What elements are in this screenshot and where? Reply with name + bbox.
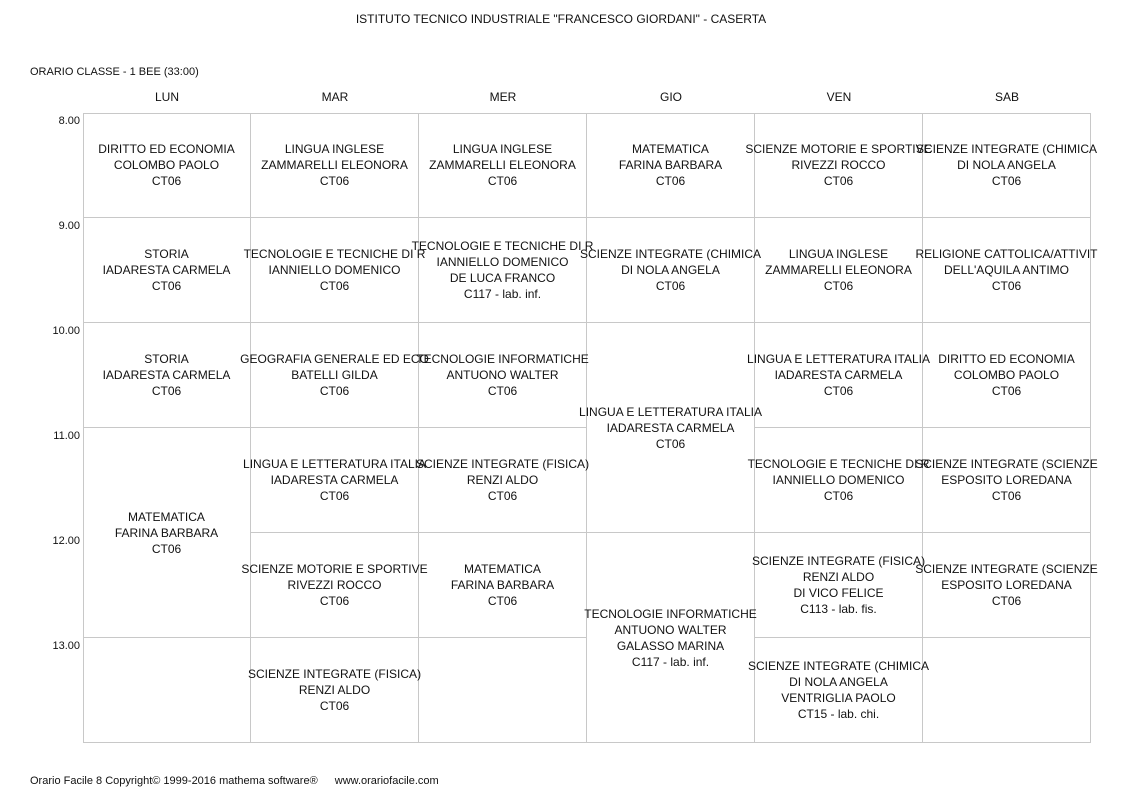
lesson-teacher: GALASSO MARINA [616,638,725,653]
lesson-subject: SCIENZE INTEGRATE (CHIMICA [747,659,930,673]
lesson-cell [240,323,429,428]
day-header-gio: GIO [659,90,682,104]
lesson-subject: MATEMATICA [464,562,541,576]
lesson-cell [751,533,926,638]
lesson-room: CT06 [487,489,518,503]
lesson-teacher: COLOMBO PAOLO [113,158,220,172]
lesson-room: C117 - lab. inf. [463,287,542,301]
lesson-subject: TECNOLOGIE INFORMATICHE [584,606,757,621]
lesson-teacher: DI NOLA ANGELA [957,158,1056,172]
lesson-teacher: ZAMMARELLI ELEONORA [429,158,576,172]
lesson-teacher: IADARESTA CARMELA [270,473,399,487]
lesson-room: CT06 [823,384,854,398]
time-label: 10.00 [52,325,80,337]
lesson-room: CT06 [991,174,1022,188]
lesson-teacher: DE LUCA FRANCO [449,271,556,285]
lesson-cell [587,113,755,218]
lesson-cell [83,428,251,638]
lesson-teacher: ESPOSITO LOREDANA [941,578,1072,592]
lesson-room: CT06 [991,594,1022,608]
lesson-teacher: RENZI ALDO [802,570,875,584]
lesson-teacher: IADARESTA CARMELA [102,368,231,382]
lesson-teacher: RIVEZZI ROCCO [287,578,382,592]
lesson-teacher: VENTRIGLIA PAOLO [781,691,896,705]
lesson-room: CT06 [319,384,350,398]
lesson-room: CT06 [487,174,518,188]
lesson-cell [915,218,1098,323]
day-header-mer: MER [489,90,517,104]
day-header-ven: VEN [826,90,852,104]
lesson-cell [241,533,428,638]
class-label: ORARIO CLASSE - 1 BEE (33:00) [30,66,199,78]
lesson-subject: LINGUA E LETTERATURA ITALIA [243,457,426,471]
lesson-room: CT06 [151,279,182,293]
lesson-cell [915,533,1098,638]
lesson-cell [755,218,923,323]
lesson-teacher: ZAMMARELLI ELEONORA [765,263,912,277]
lesson-teacher: DELL'AQUILA ANTIMO [944,263,1069,277]
lesson-cell [923,323,1091,428]
lesson-teacher: DI NOLA ANGELA [789,675,888,689]
lesson-room: CT06 [823,279,854,293]
timetable-grid [83,113,1098,743]
lesson-subject: SCIENZE INTEGRATE (FISICA) [247,667,422,681]
lesson-subject: TECNOLOGIE E TECNICHE DI R [243,247,426,261]
lesson-cell [251,113,419,218]
lesson-teacher: RENZI ALDO [466,473,539,487]
lesson-subject: LINGUA INGLESE [788,247,889,261]
lesson-teacher: IANNIELLO DOMENICO [772,473,905,487]
lesson-subject: LINGUA E LETTERATURA ITALIA [747,352,930,366]
lesson-teacher: ZAMMARELLI ELEONORA [261,158,408,172]
empty-cell [419,638,587,743]
lesson-subject: RELIGIONE CATTOLICA/ATTIVIT [915,247,1098,261]
lesson-room: CT06 [319,594,350,608]
lesson-cell [747,638,930,743]
lesson-subject: LINGUA INGLESE [284,142,385,156]
lesson-subject: LINGUA INGLESE [452,142,553,156]
lesson-room: CT06 [319,174,350,188]
day-header-sab: SAB [994,90,1019,104]
lesson-room: CT06 [655,436,686,451]
lesson-teacher: IADARESTA CARMELA [774,368,903,382]
lesson-teacher: IANNIELLO DOMENICO [268,263,401,277]
empty-cell [83,638,251,743]
lesson-cell [247,638,422,743]
lesson-room: CT06 [991,279,1022,293]
day-header-lun: LUN [154,90,179,104]
lesson-subject: SCIENZE INTEGRATE (CHIMICA [915,142,1098,156]
lesson-teacher: ANTUONO WALTER [446,368,559,382]
lesson-room: CT06 [991,384,1022,398]
lesson-cell [745,113,932,218]
lesson-cell [243,428,426,533]
empty-cell [923,638,1091,743]
lesson-subject: LINGUA E LETTERATURA ITALIA [579,404,762,419]
lesson-subject: GEOGRAFIA GENERALE ED ECO [240,352,429,366]
lesson-cell [579,323,762,533]
lesson-cell [419,113,587,218]
lesson-subject: SCIENZE INTEGRATE (SCIENZE [915,562,1098,576]
lesson-room: CT06 [823,489,854,503]
lesson-subject: DIRITTO ED ECONOMIA [98,142,235,156]
lesson-subject: SCIENZE MOTORIE E SPORTIVE [241,562,428,576]
lesson-subject: SCIENZE INTEGRATE (SCIENZE [915,457,1098,471]
lesson-teacher: DI NOLA ANGELA [621,263,720,277]
lesson-teacher: FARINA BARBARA [618,158,723,172]
lesson-subject: SCIENZE MOTORIE E SPORTIVE [745,142,932,156]
lesson-room: CT06 [487,384,518,398]
lesson-teacher: IADARESTA CARMELA [606,420,735,435]
lesson-cell [915,428,1098,533]
lesson-subject: TECNOLOGIE INFORMATICHE [416,352,589,366]
time-label: 12.00 [52,535,80,547]
time-label: 8.00 [58,115,80,127]
lesson-room: CT06 [319,279,350,293]
lesson-room: CT06 [655,174,686,188]
lesson-teacher: FARINA BARBARA [114,525,219,540]
lesson-teacher: DI VICO FELICE [793,586,884,600]
lesson-cell [83,218,251,323]
lesson-subject: SCIENZE INTEGRATE (FISICA) [415,457,590,471]
lesson-subject: TECNOLOGIE E TECNICHE DI R [747,457,930,471]
lesson-room: CT06 [319,699,350,713]
lesson-teacher: RIVEZZI ROCCO [791,158,886,172]
lesson-room: C113 - lab. fis. [800,602,877,616]
lesson-cell [579,218,762,323]
time-label: 9.00 [58,220,80,232]
copyright-text: Orario Facile 8 Copyright© 1999-2016 mathema software® [30,775,318,787]
lesson-room: CT06 [991,489,1022,503]
lesson-subject: MATEMATICA [632,142,709,156]
lesson-teacher: COLOMBO PAOLO [953,368,1060,382]
lesson-room: CT06 [655,279,686,293]
lesson-room: CT06 [151,174,182,188]
lesson-subject: SCIENZE INTEGRATE (CHIMICA [579,247,762,261]
footer [30,775,453,787]
lesson-room: C117 - lab. inf. [631,654,710,669]
lesson-subject: MATEMATICA [128,509,205,524]
lesson-room: CT06 [319,489,350,503]
time-label: 13.00 [52,640,80,652]
lesson-teacher: RENZI ALDO [298,683,371,697]
lesson-cell [415,428,590,533]
lesson-subject: SCIENZE INTEGRATE (FISICA) [751,554,926,568]
lesson-subject: DIRITTO ED ECONOMIA [938,352,1075,366]
lesson-cell [747,428,930,533]
lesson-room: CT06 [151,541,182,556]
lesson-subject: TECNOLOGIE E TECNICHE DI R [411,239,594,253]
lesson-room: CT06 [823,174,854,188]
lesson-teacher: FARINA BARBARA [450,578,555,592]
page-title: ISTITUTO TECNICO INDUSTRIALE "FRANCESCO GIORDANI" - CASERTA [355,12,767,26]
day-header-mar: MAR [321,90,349,104]
lesson-subject: STORIA [144,352,189,366]
lesson-room: CT06 [151,384,182,398]
lesson-cell [419,533,587,638]
lesson-teacher: ANTUONO WALTER [614,622,727,637]
lesson-cell [411,218,594,323]
lesson-subject: STORIA [144,247,189,261]
lesson-cell [83,113,251,218]
lesson-cell [747,323,930,428]
lesson-room: CT15 - lab. chi. [797,707,880,721]
lesson-cell [83,323,251,428]
lesson-cell [584,533,757,743]
website-link[interactable]: www.orariofacile.com [334,775,439,787]
lesson-teacher: BATELLI GILDA [291,368,378,382]
time-label: 11.00 [53,430,80,442]
lesson-cell [416,323,589,428]
lesson-room: CT06 [487,594,518,608]
lesson-cell [915,113,1098,218]
lesson-teacher: ESPOSITO LOREDANA [941,473,1072,487]
lesson-teacher: IADARESTA CARMELA [102,263,231,277]
lesson-teacher: IANNIELLO DOMENICO [436,255,569,269]
lesson-cell [243,218,426,323]
